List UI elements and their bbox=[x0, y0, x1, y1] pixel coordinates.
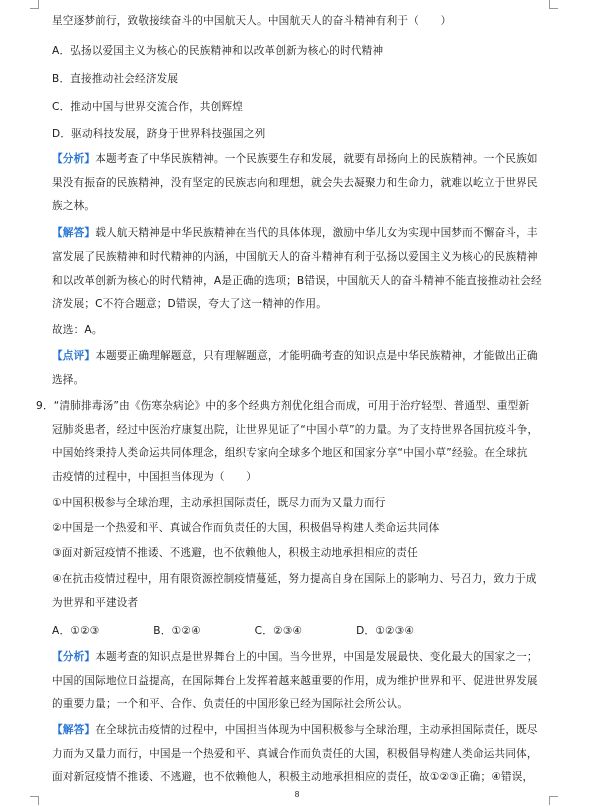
text-line bbox=[52, 470, 562, 484]
text-line bbox=[52, 14, 562, 28]
line-text: 济发展；C不符合题意；D错误，夸大了这一精神的作用。 bbox=[52, 298, 328, 310]
line-text: 载人航天精神是中华民族精神在当代的具体体现，激励中华儿女为实现中国梦而不懈奋斗，丰 bbox=[95, 227, 538, 239]
line-text: 在全球抗击疫情的过程中，中国担当体现为中国积极参与全球治理，主动承担国际责任，既尽 bbox=[95, 724, 538, 736]
text-line bbox=[52, 521, 562, 535]
text-line bbox=[52, 176, 562, 190]
line-text: 选择。 bbox=[52, 374, 85, 386]
text-line bbox=[52, 496, 562, 510]
line-text: 星空逐梦前行，致敬接续奋斗的中国航天人。中国航天人的奋斗精神有利于（ ） bbox=[52, 15, 452, 27]
text-line bbox=[52, 723, 562, 737]
text-line bbox=[52, 127, 562, 141]
line-text: 9．“清肺排毒汤”由《伤寒杂病论》中的多个经典方剂优化组合而成，可用于治疗轻型、普通型、重型新 bbox=[36, 400, 530, 412]
line-text: 力而为又量力而行，中国是一个热爱和平、真诚合作而负责任的大国，积极倡导构建人类命运共同体， bbox=[52, 748, 538, 760]
crop-mark-top-right bbox=[549, 0, 558, 9]
text-line bbox=[52, 423, 562, 437]
line-text: C．推动中国与世界交流合作，共创辉煌 bbox=[52, 101, 244, 113]
line-text: A．①②③ B．①②④ C．②③④ D．①②③④ bbox=[52, 625, 415, 637]
text-line bbox=[52, 546, 562, 560]
line-text: ③面对新冠疫情不推诿、不逃避，也不依赖他人，积极主动地承担相应的责任 bbox=[52, 547, 418, 559]
text-line bbox=[52, 674, 562, 688]
line-text: 本题要正确理解题意，只有理解题意，才能明确考查的知识点是中华民族精神，才能做出正确 bbox=[95, 350, 538, 362]
text-line bbox=[52, 596, 562, 610]
line-text: 本题考查的知识点是世界舞台上的中国。当今世界，中国是发展最快、变化最大的国家之一； bbox=[95, 651, 538, 663]
line-text: 富发展了民族精神和时代精神的内涵，中国航天人的奋斗精神有利于弘扬以爱国主义为核心的民族精神 bbox=[52, 251, 538, 263]
text-line bbox=[52, 697, 562, 711]
text-line bbox=[52, 72, 562, 86]
text-line bbox=[52, 297, 562, 311]
line-text: 中国的国际地位日益提高，在国际舞台上发挥着越来越重要的作用，成为维护世界和平、促进世界发展 bbox=[52, 675, 538, 687]
line-text: ①中国积极参与全球治理，主动承担国际责任，既尽力而为又量力而行 bbox=[52, 497, 386, 509]
line-text: 为世界和平建设者 bbox=[52, 597, 139, 609]
text-line bbox=[52, 250, 562, 264]
line-text: 本题考查了中华民族精神。一个民族要生存和发展，就要有昂扬向上的民族精神。一个民族如 bbox=[95, 153, 538, 165]
line-text: 和以改革创新为核心的时代精神，A是正确的选项；B错误，中国航天人的奋斗精神不能直接推动社会经 bbox=[52, 275, 542, 287]
line-text: ④在抗击疫情过程中，用有限资源控制疫情蔓延，努力提高自身在国际上的影响力、号召力，致力于成 bbox=[52, 573, 537, 585]
text-line bbox=[52, 274, 562, 288]
line-text: 中国始终秉持人类命运共同体理念，组织专家向全球多个地区和国家分享“中国小草”经验。在全球抗 bbox=[52, 447, 528, 459]
text-line bbox=[52, 44, 562, 58]
text-line bbox=[52, 770, 562, 784]
text-line bbox=[52, 650, 562, 664]
text-line bbox=[52, 152, 562, 166]
section-tag: 【解答】 bbox=[52, 724, 96, 736]
line-text: 故选：A。 bbox=[52, 324, 103, 336]
text-line bbox=[52, 100, 562, 114]
line-text: 族之林。 bbox=[52, 200, 96, 212]
text-line bbox=[52, 226, 562, 240]
text-line bbox=[52, 624, 562, 638]
text-line bbox=[36, 399, 546, 413]
text-line bbox=[52, 747, 562, 761]
text-line bbox=[52, 446, 562, 460]
section-tag: 【分析】 bbox=[52, 153, 96, 165]
line-text: 果没有振奋的民族精神，没有坚定的民族志向和理想，就会失去凝聚力和生命力，就难以屹立于世界民 bbox=[52, 177, 538, 189]
line-text: ②中国是一个热爱和平、真诚合作而负责任的大国，积极倡导构建人类命运共同体 bbox=[52, 522, 440, 534]
page-number: 8 bbox=[294, 790, 300, 799]
line-text: 面对新冠疫情不推诿、不逃避，也不依赖他人，积极主动地承担相应的责任，故①②③正确；④错误， bbox=[52, 771, 534, 783]
section-tag: 【点评】 bbox=[52, 350, 96, 362]
line-text: A．弘扬以爱国主义为核心的民族精神和以改革创新为核心的时代精神 bbox=[52, 45, 384, 57]
crop-mark-top-left bbox=[30, 0, 39, 9]
text-line bbox=[52, 199, 562, 213]
line-text: 击疫情的过程中，中国担当体现为（ ） bbox=[52, 471, 258, 483]
text-line bbox=[52, 572, 562, 586]
line-text: 冠肺炎患者，经过中医治疗康复出院，让世界见证了“中国小草”的力量。为了支持世界各国抗疫斗争， bbox=[52, 424, 539, 436]
section-tag: 【分析】 bbox=[52, 651, 96, 663]
text-line bbox=[52, 349, 562, 363]
text-line bbox=[52, 373, 562, 387]
line-text: D．驱动科技发展，跻身于世界科技强国之列 bbox=[52, 128, 266, 140]
text-line bbox=[52, 323, 562, 337]
section-tag: 【解答】 bbox=[52, 227, 96, 239]
line-text: 的重要力量；一个和平、合作、负责任的中国形象已经为国际社会所公认。 bbox=[52, 698, 409, 710]
line-text: B．直接推动社会经济发展 bbox=[52, 73, 179, 85]
